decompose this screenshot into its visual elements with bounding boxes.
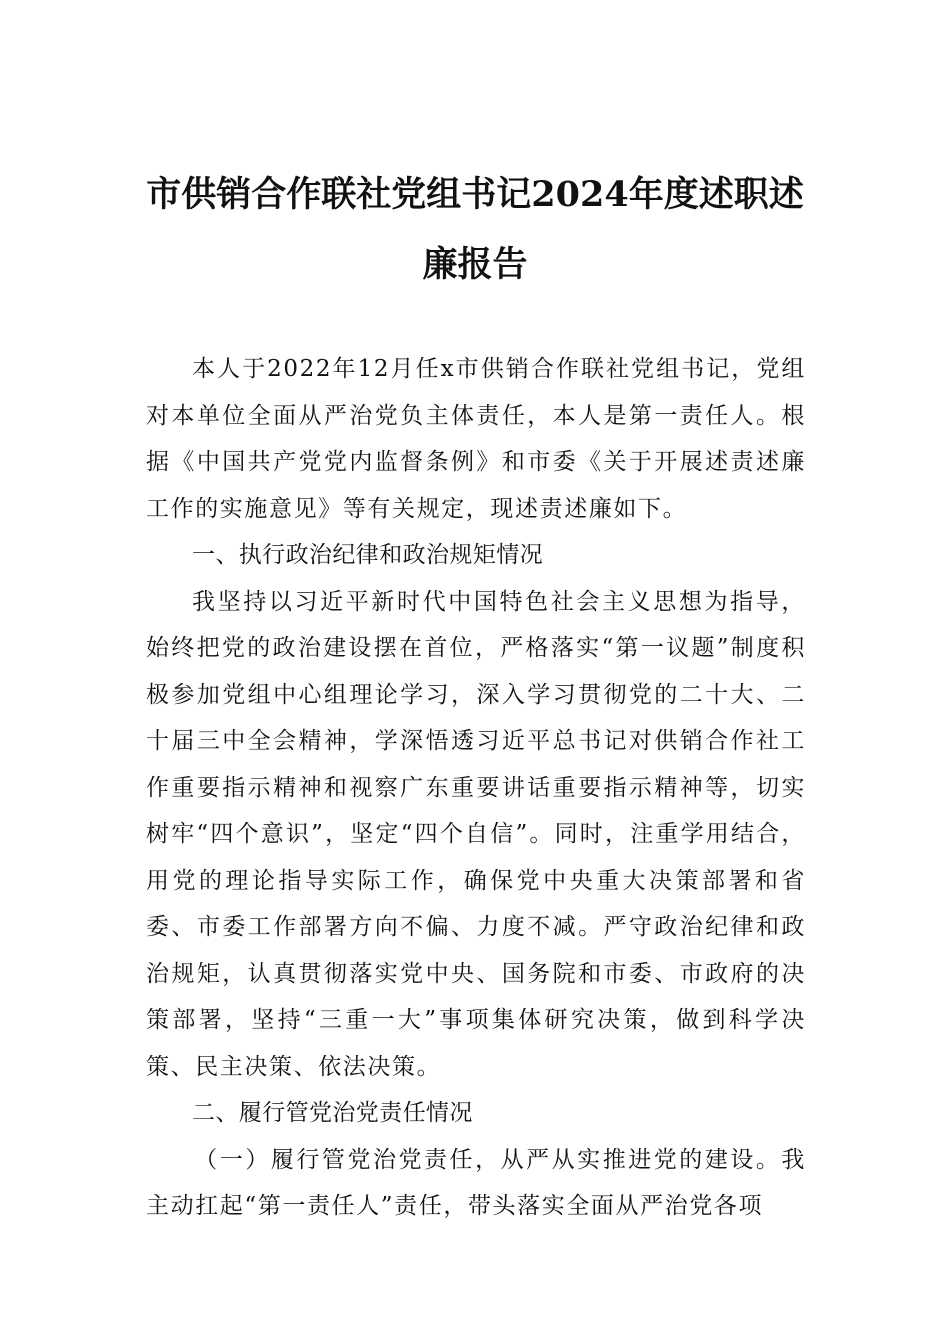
title-line-1: 市供销合作联社党组书记2024年度述职述 bbox=[146, 174, 804, 215]
intro-paragraph: 本人于2022年12月任x市供销合作联社党组书记，党组对本单位全面从严治党负主体责任，本人是第一责任人。根据《中国共产党党内监督条例》和市委《关于开展述责述廉工作的实施意见》等有关规定，现述责述廉如下。 bbox=[146, 356, 806, 522]
document-body bbox=[146, 346, 806, 1230]
document-title bbox=[120, 160, 830, 300]
section-2-subsection-1-paragraph: （一）履行管党治党责任，从严从实推进党的建设。我主动扛起“第一责任人”责任，带头落实全面从严治党各项 bbox=[146, 1146, 806, 1219]
section-2-heading: 二、履行管党治党责任情况 bbox=[192, 1100, 473, 1126]
section-1-heading: 一、执行政治纪律和政治规矩情况 bbox=[192, 542, 543, 568]
title-line-2: 廉报告 bbox=[422, 244, 528, 285]
section-1-paragraph: 我坚持以习近平新时代中国特色社会主义思想为指导，始终把党的政治建设摆在首位，严格落实“第一议题”制度积极参加党组中心组理论学习，深入学习贯彻党的二十大、二十届三中全会精神，学深悟透习近平总书记对供销合作社工作重要指示精神和视察广东重要讲话重要指示精神等，切实树牢“四个意识”，坚定“四个自信”。同时，注重学用结合，用党的理论指导实际工作，确保党中央重大决策部署和省委、市委工作部署方向不偏、力度不减。严守政治纪律和政治规矩，认真贯彻落实党中央、国务院和市委、市政府的决策部署，坚持“三重一大”事项集体研究决策，做到科学决策、民主决策、依法决策。 bbox=[146, 588, 806, 1080]
